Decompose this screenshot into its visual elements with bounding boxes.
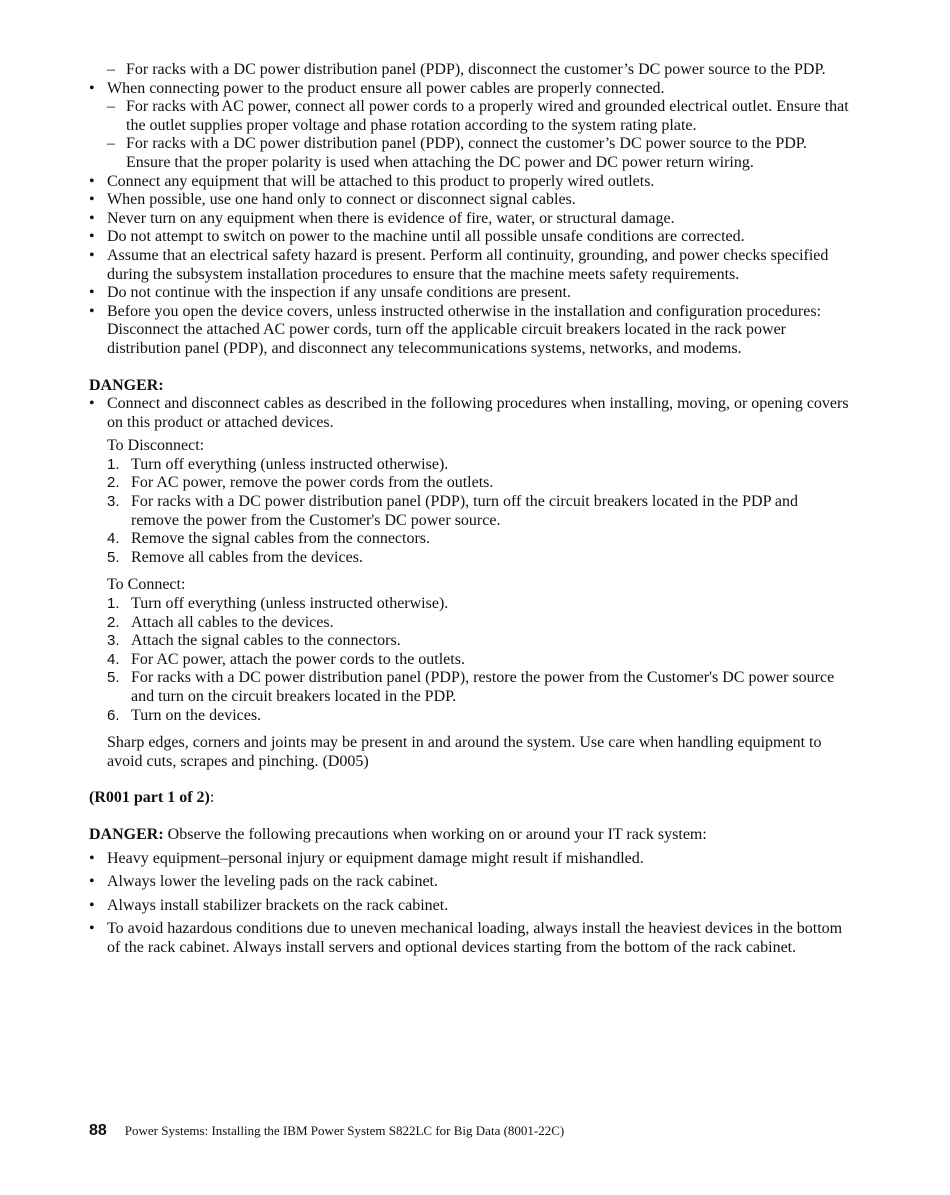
connect-step (89, 595, 849, 614)
step-number: 6. (107, 706, 120, 724)
danger-statement (89, 826, 849, 845)
bullet-item-text: Do not attempt to switch on power to the machine until all possible unsafe conditions are corrected. (107, 228, 745, 246)
bullet-item (89, 80, 849, 99)
bullet-marker: • (89, 284, 95, 302)
bullet-item (89, 247, 849, 284)
step-text: Attach the signal cables to the connectors. (131, 632, 401, 650)
step-text: Turn on the devices. (131, 706, 262, 724)
connect-step (89, 651, 849, 670)
connect-step (89, 614, 849, 633)
disconnect-step (89, 474, 849, 493)
rack-bullet-item (89, 850, 849, 869)
dash-item (89, 98, 849, 135)
page-content (89, 61, 849, 958)
bullet-item (89, 191, 849, 210)
bullet-item (89, 395, 849, 432)
bullet-item-text: Connect any equipment that will be attached to this product to properly wired outlets. (107, 172, 655, 190)
bullet-item-text: Connect and disconnect cables as described in the following procedures when installing, moving, or opening covers on this product or attached devices. (107, 395, 849, 431)
dash-item-text: For racks with AC power, connect all power cords to a properly wired and grounded electrical outlet. Ensure that the outlet supplies proper voltage and phase rotation according to the system rating plate. (126, 98, 849, 134)
bullet-marker: • (89, 873, 95, 891)
bullet-marker: • (89, 395, 95, 413)
rack-bullet-item (89, 873, 849, 892)
step-number: 5. (107, 669, 120, 687)
r001-label: (R001 part 1 of 2) (89, 789, 210, 807)
danger-statement-text: Observe the following precautions when working on or around your IT rack system: (163, 825, 707, 843)
footer-title: Power Systems: Installing the IBM Power System S822LC for Big Data (8001-22C) (124, 1123, 565, 1138)
dash-marker: – (107, 98, 115, 116)
connect-step (89, 632, 849, 651)
rack-bullet-item (89, 920, 849, 957)
connect-step (89, 669, 849, 706)
bullet-marker: • (89, 849, 95, 867)
step-text: Turn off everything (unless instructed otherwise). (131, 455, 449, 473)
step-number: 2. (107, 474, 120, 492)
step-text: Remove the signal cables from the connectors. (131, 530, 431, 548)
dash-item-text: For racks with a DC power distribution panel (PDP), connect the customer’s DC power source to the PDP. Ensure that the proper polarity is used when attaching the DC power and DC power return wiring. (126, 135, 807, 171)
step-text: For racks with a DC power distribution panel (PDP), restore the power from the Customer's DC power source and turn on the circuit breakers located in the PDP. (131, 669, 835, 705)
dash-item-text: For racks with a DC power distribution panel (PDP), disconnect the customer’s DC power source to the PDP. (126, 61, 826, 78)
step-number: 3. (107, 493, 120, 511)
page-footer (89, 1122, 564, 1141)
step-number: 4. (107, 530, 120, 548)
page-number: 88 (89, 1122, 107, 1139)
bullet-item-text: To avoid hazardous conditions due to uneven mechanical loading, always install the heaviest devices in the bottom of the rack cabinet. Always install servers and optional devices starting from the bottom of the rack cabinet. (107, 920, 843, 956)
bullet-item-text: Never turn on any equipment when there is evidence of fire, water, or structural damage. (107, 209, 675, 227)
bullet-item (89, 284, 849, 303)
connect-heading: To Connect: (107, 576, 186, 594)
step-number: 2. (107, 613, 120, 631)
bullet-item-text: When possible, use one hand only to connect or disconnect signal cables. (107, 191, 576, 209)
bullet-marker: • (89, 209, 95, 227)
sharp-edges-note: Sharp edges, corners and joints may be present in and around the system. Use care when handling equipment to avoid cuts, scrapes and pinching. (D005) (107, 734, 822, 770)
bullet-marker: • (89, 172, 95, 190)
dash-item (89, 135, 849, 172)
step-text: For AC power, remove the power cords from the outlets. (131, 474, 494, 492)
dash-marker: – (107, 135, 115, 153)
step-number: 4. (107, 650, 120, 668)
disconnect-step (89, 530, 849, 549)
bullet-marker: • (89, 191, 95, 209)
bullet-marker: • (89, 246, 95, 264)
connect-step (89, 707, 849, 726)
bullet-marker: • (89, 920, 95, 938)
r001-colon: : (209, 789, 215, 807)
step-number: 5. (107, 548, 120, 566)
bullet-item (89, 228, 849, 247)
bullet-marker: • (89, 79, 95, 97)
bullet-item-text: Heavy equipment–personal injury or equipment damage might result if mishandled. (107, 849, 644, 867)
bullet-item-text: Always lower the leveling pads on the rack cabinet. (107, 873, 438, 891)
bullet-item-text: Do not continue with the inspection if any unsafe conditions are present. (107, 284, 571, 302)
danger-label: DANGER: (89, 825, 164, 843)
step-text: Turn off everything (unless instructed otherwise). (131, 595, 449, 613)
r001-label-line (89, 789, 849, 808)
bullet-item (89, 173, 849, 192)
disconnect-step (89, 493, 849, 530)
rack-bullet-item (89, 897, 849, 916)
step-number: 1. (107, 595, 120, 613)
step-text: For racks with a DC power distribution panel (PDP), turn off the circuit breakers located in the PDP and remove the power from the Customer's DC power source. (131, 493, 798, 529)
danger-heading: DANGER: (89, 376, 164, 394)
step-text: For AC power, attach the power cords to the outlets. (131, 650, 465, 668)
bullet-marker: • (89, 228, 95, 246)
disconnect-step (89, 549, 849, 568)
step-number: 3. (107, 632, 120, 650)
bullet-item (89, 303, 849, 359)
bullet-item-text: When connecting power to the product ensure all power cables are properly connected. (107, 79, 665, 97)
bullet-marker: • (89, 896, 95, 914)
dash-item (89, 61, 849, 80)
bullet-item-text: Assume that an electrical safety hazard is present. Perform all continuity, grounding, and power checks specified during the subsystem installation procedures to ensure that the machine meets safety requirements. (107, 246, 829, 283)
step-number: 1. (107, 455, 120, 473)
step-text: Attach all cables to the devices. (131, 613, 334, 631)
step-text: Remove all cables from the devices. (131, 548, 363, 566)
bullet-item-text: Before you open the device covers, unless instructed otherwise in the installation and configuration procedures: Disconnect the attached AC power cords, turn off the applicable circuit breakers located in the rack power distribution panel (PDP), and disconnect any telecommunications systems, networks, and modems. (107, 302, 822, 357)
bullet-marker: • (89, 302, 95, 320)
bullet-item-text: Always install stabilizer brackets on the rack cabinet. (107, 896, 449, 914)
disconnect-step (89, 456, 849, 475)
dash-marker: – (107, 61, 115, 78)
bullet-item (89, 210, 849, 229)
disconnect-heading: To Disconnect: (107, 437, 205, 455)
